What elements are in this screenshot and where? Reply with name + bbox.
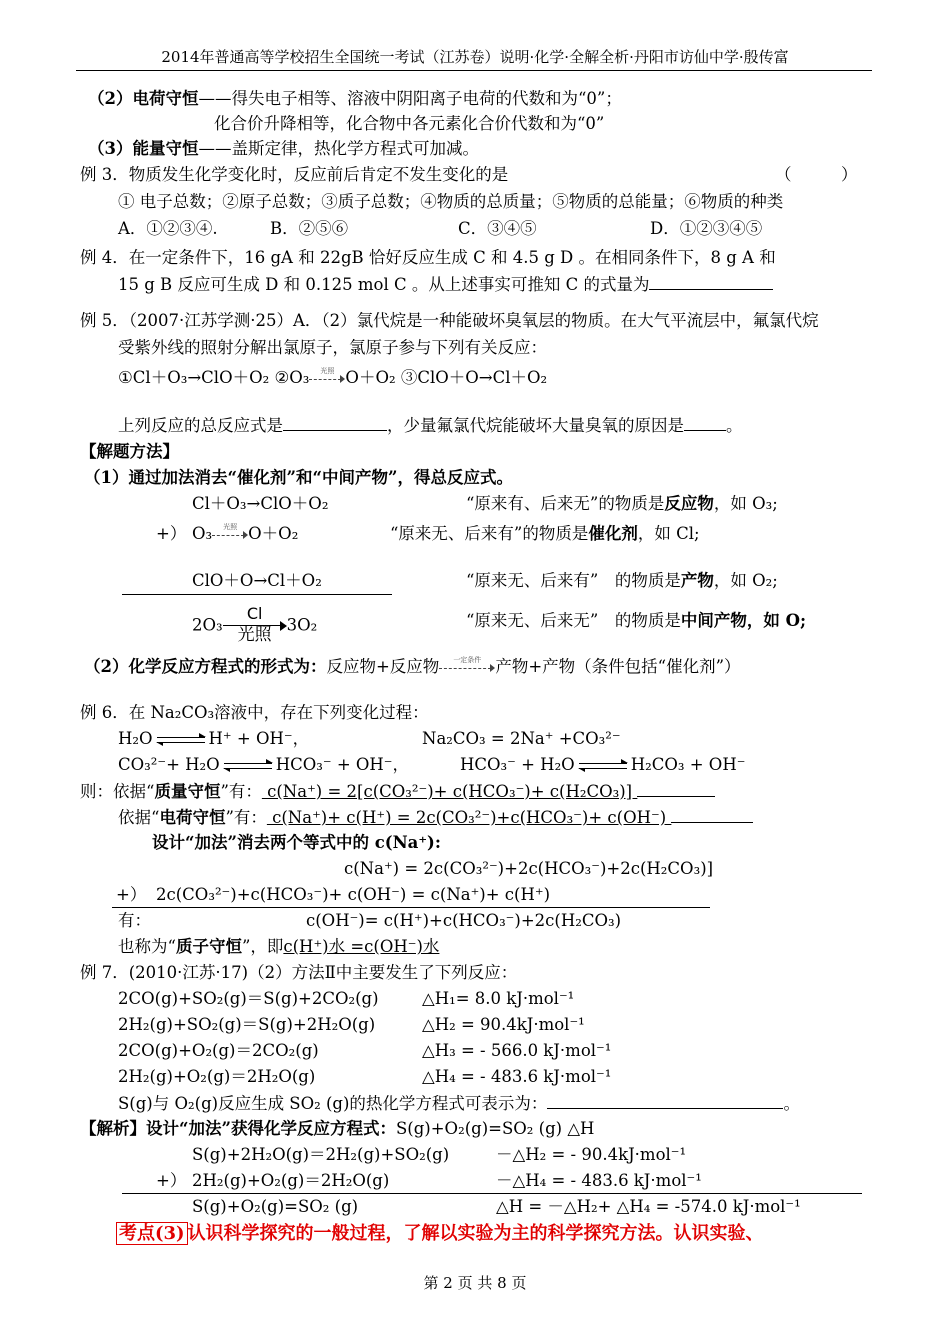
r4-right: H₂CO₃ + OH⁻ (630, 755, 746, 774)
method-eq-1: Cl＋O₃→ClO＋O₂ (192, 494, 329, 513)
method-step-1: （1）通过加法消去“催化剂”和“中间产物”，得总反应式。 (84, 468, 513, 487)
ex5-reaction-1: ①Cl＋O₃→ClO＋O₂ (118, 368, 270, 387)
ex5-blank-2[interactable] (684, 414, 726, 431)
ex3-items: ① 电子总数；②原子总数；③质子总数；④物质的总质量；⑤物质的总能量；⑥物质的种类 (118, 192, 784, 211)
ex5-reactions (118, 367, 547, 389)
arrow-catalyst: Cl (246, 604, 263, 623)
step-2-reactants: 反应物+反应物 (326, 657, 440, 676)
ex7-eq-2: 2H₂(g)+SO₂(g)＝S(g)+2H₂O(g) (118, 1015, 376, 1034)
energy-text: ——盖斯定律，热化学方程式可加减。 (198, 139, 479, 158)
charge-term: 电荷守恒 (159, 808, 226, 827)
ex6-design: 设计“加法”消去两个等式中的 c(Na⁺): (152, 833, 441, 852)
ex6-reaction-3 (118, 754, 409, 776)
ex3-option-c: C．③④⑤ (458, 219, 537, 238)
ex5-line-1: 例 5．（2007·江苏学测·25）A．（2）氯代烷是一种能破坏臭氧层的物质。在大气平流层中，氟氯代烷 (80, 311, 819, 330)
ex5-line-3c: 。 (726, 416, 743, 435)
r1-right: H⁺ + OH⁻， (208, 729, 310, 748)
ex5-reaction-3: ③ClO＋O→Cl＋O₂ (400, 368, 548, 387)
r3-left: CO₃²⁻+ H₂O (118, 755, 220, 774)
proton-term: 质子守恒 (175, 937, 242, 956)
method-desc-3 (466, 570, 778, 592)
ex6-plus: +） (116, 885, 147, 904)
ex7-question: 例 7．(2010·江苏·17)（2）方法Ⅱ中主要发生了下列反应： (80, 963, 518, 982)
charge-prefix: 依据“ (118, 808, 160, 827)
charge-equation: c(Na⁺)+ c(H⁺) = 2c(CO₃²⁻)+c(HCO₃⁻)+ c(OH⁻) (266, 808, 672, 827)
ex7-step-3-dh: △H = －△H₂+ △H₄ = -574.0 kJ·mol⁻¹ (496, 1197, 801, 1216)
charge-text-2: 化合价升降相等，化合物中各元素化合价代数和为“0” (214, 114, 605, 133)
ex6-sum-line-2: 2c(CO₃²⁻)+c(HCO₃⁻)+ c(OH⁻) = c(Na⁺)+ c(H⁺) (156, 885, 551, 904)
ex6-mass-balance (80, 780, 715, 803)
ex7-dh-2: △H₂ = 90.4kJ·mol⁻¹ (422, 1015, 585, 1034)
ex7-eq-4: 2H₂(g)+O₂(g)＝2H₂O(g) (118, 1067, 316, 1086)
ex6-reaction-4 (460, 754, 745, 776)
sum-rule-2 (112, 907, 710, 908)
ex4-line-2-text: 15 g B 反应可生成 D 和 0.125 mol C 。从上述事实可推知 C 的式量为 (118, 275, 650, 294)
ex6-charge-balance (118, 806, 753, 829)
ex3-option-a: A．①②③④. (118, 219, 218, 238)
ask-end: 。 (783, 1094, 800, 1113)
method-desc-2 (390, 523, 700, 545)
catalyst-arrow-icon (223, 604, 287, 645)
equilibrium-arrow-icon (579, 759, 627, 773)
kaodian-line (116, 1222, 764, 1246)
analysis-target: S(g)+O₂(g)=SO₂ (g) △H (395, 1119, 595, 1138)
method-desc-1 (466, 493, 778, 515)
arrow-condition: 一定条件 (453, 655, 482, 664)
ex7-dh-3: △H₃ = - 566.0 kJ·mol⁻¹ (422, 1041, 612, 1060)
light-arrow-icon (212, 522, 248, 541)
ex6-question: 例 6．在 Na₂CO₃溶液中，存在下列变化过程： (80, 703, 429, 722)
mass-suffix: ”有： (220, 782, 262, 801)
ex4-line-1: 例 4．在一定条件下，16 gA 和 22gB 恰好反应生成 C 和 4.5 g D 。在相同条件下，8 g A 和 (80, 248, 776, 267)
ex4-answer-blank[interactable] (649, 273, 773, 290)
method-eq-3: ClO＋O→Cl＋O₂ (192, 571, 322, 590)
ex5-line-2: 受紫外线的照射分解出氯原子，氯原子参与下列有关反应： (118, 338, 547, 357)
charge-conservation-line (88, 88, 622, 110)
charge-blank (671, 806, 753, 823)
method-eq-2 (192, 523, 298, 545)
desc-4-text: “原来无、后来无” 的物质是 (466, 611, 681, 630)
ex5-reaction-2-left: ②O₃ (274, 368, 310, 387)
desc-2-term: 催化剂 (588, 524, 638, 543)
ex7-plus: +） (156, 1171, 187, 1190)
desc-1-term: 反应物 (664, 494, 714, 513)
kaodian-label: 考点(3) (116, 1222, 188, 1245)
energy-label: （3）能量守恒 (88, 139, 199, 158)
r3-right: HCO₃⁻ + OH⁻， (275, 755, 410, 774)
ex7-dh-4: △H₄ = - 483.6 kJ·mol⁻¹ (422, 1067, 612, 1086)
method-desc-4 (466, 610, 806, 632)
method-title: 【解题方法】 (80, 442, 179, 461)
ex6-reaction-1 (118, 728, 309, 750)
ex5-blank-1[interactable] (283, 414, 387, 431)
desc-1-example: ，如 O₃; (713, 494, 778, 513)
mass-equation: c(Na⁺) = 2[c(CO₃²⁻)+ c(HCO₃⁻)+ c(H₂CO₃)] (261, 782, 638, 801)
desc-4-term: 中间产物 (680, 611, 747, 630)
ex7-step-1: S(g)+2H₂O(g)＝2H₂(g)+SO₂(g) (192, 1145, 450, 1164)
ex7-step-2: 2H₂(g)+O₂(g)＝2H₂O(g) (192, 1171, 390, 1190)
arrow-condition: 光照 (237, 625, 272, 645)
r1-left: H₂O (118, 729, 153, 748)
ex7-step-1-dh: －△H₂ = - 90.4kJ·mol⁻¹ (496, 1145, 687, 1164)
desc-3-example: ，如 O₂; (713, 571, 778, 590)
method-eq-4 (192, 604, 318, 645)
proton-prefix: 也称为“ (118, 937, 176, 956)
desc-4-example: ，如 O; (746, 611, 807, 630)
condition-arrow-icon (439, 655, 495, 674)
ex7-step-2-dh: －△H₄ = - 483.6 kJ·mol⁻¹ (496, 1171, 702, 1190)
mass-blank (637, 780, 715, 797)
eq-4-left: 2O₃ (192, 615, 223, 635)
page-footer: 第 2 页 共 8 页 (423, 1274, 527, 1292)
header-rule (76, 70, 872, 71)
charge-suffix: ”有： (225, 808, 267, 827)
ex5-line-3b: ，少量氟氯代烷能破坏大量臭氧的原因是 (387, 416, 684, 435)
step-2-products: 产物+产物（条件包括“催化剂”） (495, 657, 741, 676)
ex5-line-3a: 上列反应的总反应式是 (118, 416, 283, 435)
charge-text-1: ——得失电子相等、溶液中阴阳离子电荷的代数和为“0”； (198, 89, 622, 108)
ex4-line-2 (118, 273, 773, 296)
energy-conservation-line (88, 138, 479, 160)
arrow-condition: 光照 (320, 366, 335, 375)
proton-suffix: ”，即 (241, 937, 284, 956)
ex7-ask (118, 1092, 800, 1115)
ex3-answer-paren: （ ） (775, 165, 858, 184)
ex6-proton-balance (118, 936, 439, 958)
eq-4-right: 3O₂ (286, 615, 318, 635)
equilibrium-arrow-icon (157, 733, 205, 747)
ex7-step-3: S(g)+O₂(g)=SO₂ (g) (192, 1197, 359, 1216)
desc-2-example: ，如 Cl; (637, 524, 700, 543)
desc-1-text: “原来有、后来无”的物质是 (466, 494, 665, 513)
proton-equation: c(H⁺)水 =c(OH⁻)水 (283, 937, 440, 956)
r4-left: HCO₃⁻ + H₂O (460, 755, 575, 774)
kaodian-text: 认识科学探究的一般过程，了解以实验为主的科学探究方法。认识实验、 (187, 1223, 764, 1244)
ex7-answer-blank[interactable] (547, 1092, 783, 1109)
ex7-analysis (80, 1118, 594, 1140)
sum-rule-3 (122, 1193, 862, 1194)
step-2-label: （2）化学反应方程式的形式为： (84, 657, 327, 676)
light-arrow-icon (309, 366, 345, 385)
method-plus-1: +） (156, 524, 187, 543)
ex6-have: 有： (118, 911, 151, 930)
ex6-result: c(OH⁻)= c(H⁺)+c(HCO₃⁻)+2c(H₂CO₃) (306, 911, 622, 930)
desc-3-text: “原来无、后来有” 的物质是 (466, 571, 681, 590)
ex6-sum-line-1: c(Na⁺) = 2c(CO₃²⁻)+2c(HCO₃⁻)+2c(H₂CO₃)] (344, 859, 714, 878)
method-step-2 (84, 656, 741, 678)
ex6-reaction-2: Na₂CO₃ = 2Na⁺ +CO₃²⁻ (422, 729, 621, 748)
eq-2-right: O＋O₂ (248, 524, 299, 543)
sum-rule-1 (122, 594, 392, 595)
ask-text: S(g)与 O₂(g)反应生成 SO₂ (g)的热化学方程式可表示为： (118, 1094, 548, 1113)
ex3-option-d: D．①②③④⑤ (650, 219, 763, 238)
equilibrium-arrow-icon (224, 759, 272, 773)
charge-label: （2）电荷守恒 (88, 89, 199, 108)
desc-3-term: 产物 (680, 571, 714, 590)
ex5-line-3 (118, 414, 743, 437)
ex7-dh-1: △H₁= 8.0 kJ·mol⁻¹ (422, 989, 575, 1008)
ex5-reaction-2-right: O＋O₂ (345, 368, 396, 387)
page-header: 2014年普通高等学校招生全国统一考试（江苏卷）说明·化学·全解全析·丹阳市访仙中学·殷传富 (161, 48, 789, 66)
ex3-option-b: B．②⑤⑥ (270, 219, 349, 238)
ex3-question: 例 3．物质发生化学变化时，反应前后肯定不发生变化的是 (80, 165, 509, 184)
mass-term: 质量守恒 (154, 782, 221, 801)
arrow-condition: 光照 (223, 522, 238, 531)
ex7-eq-3: 2CO(g)+O₂(g)＝2CO₂(g) (118, 1041, 319, 1060)
ex7-eq-1: 2CO(g)+SO₂(g)＝S(g)+2CO₂(g) (118, 989, 379, 1008)
mass-prefix: 则：依据“ (80, 782, 155, 801)
analysis-label: 【解析】设计“加法”获得化学反应方程式： (80, 1119, 396, 1138)
desc-2-text: “原来无、后来有”的物质是 (390, 524, 589, 543)
eq-2-left: O₃ (192, 524, 213, 543)
